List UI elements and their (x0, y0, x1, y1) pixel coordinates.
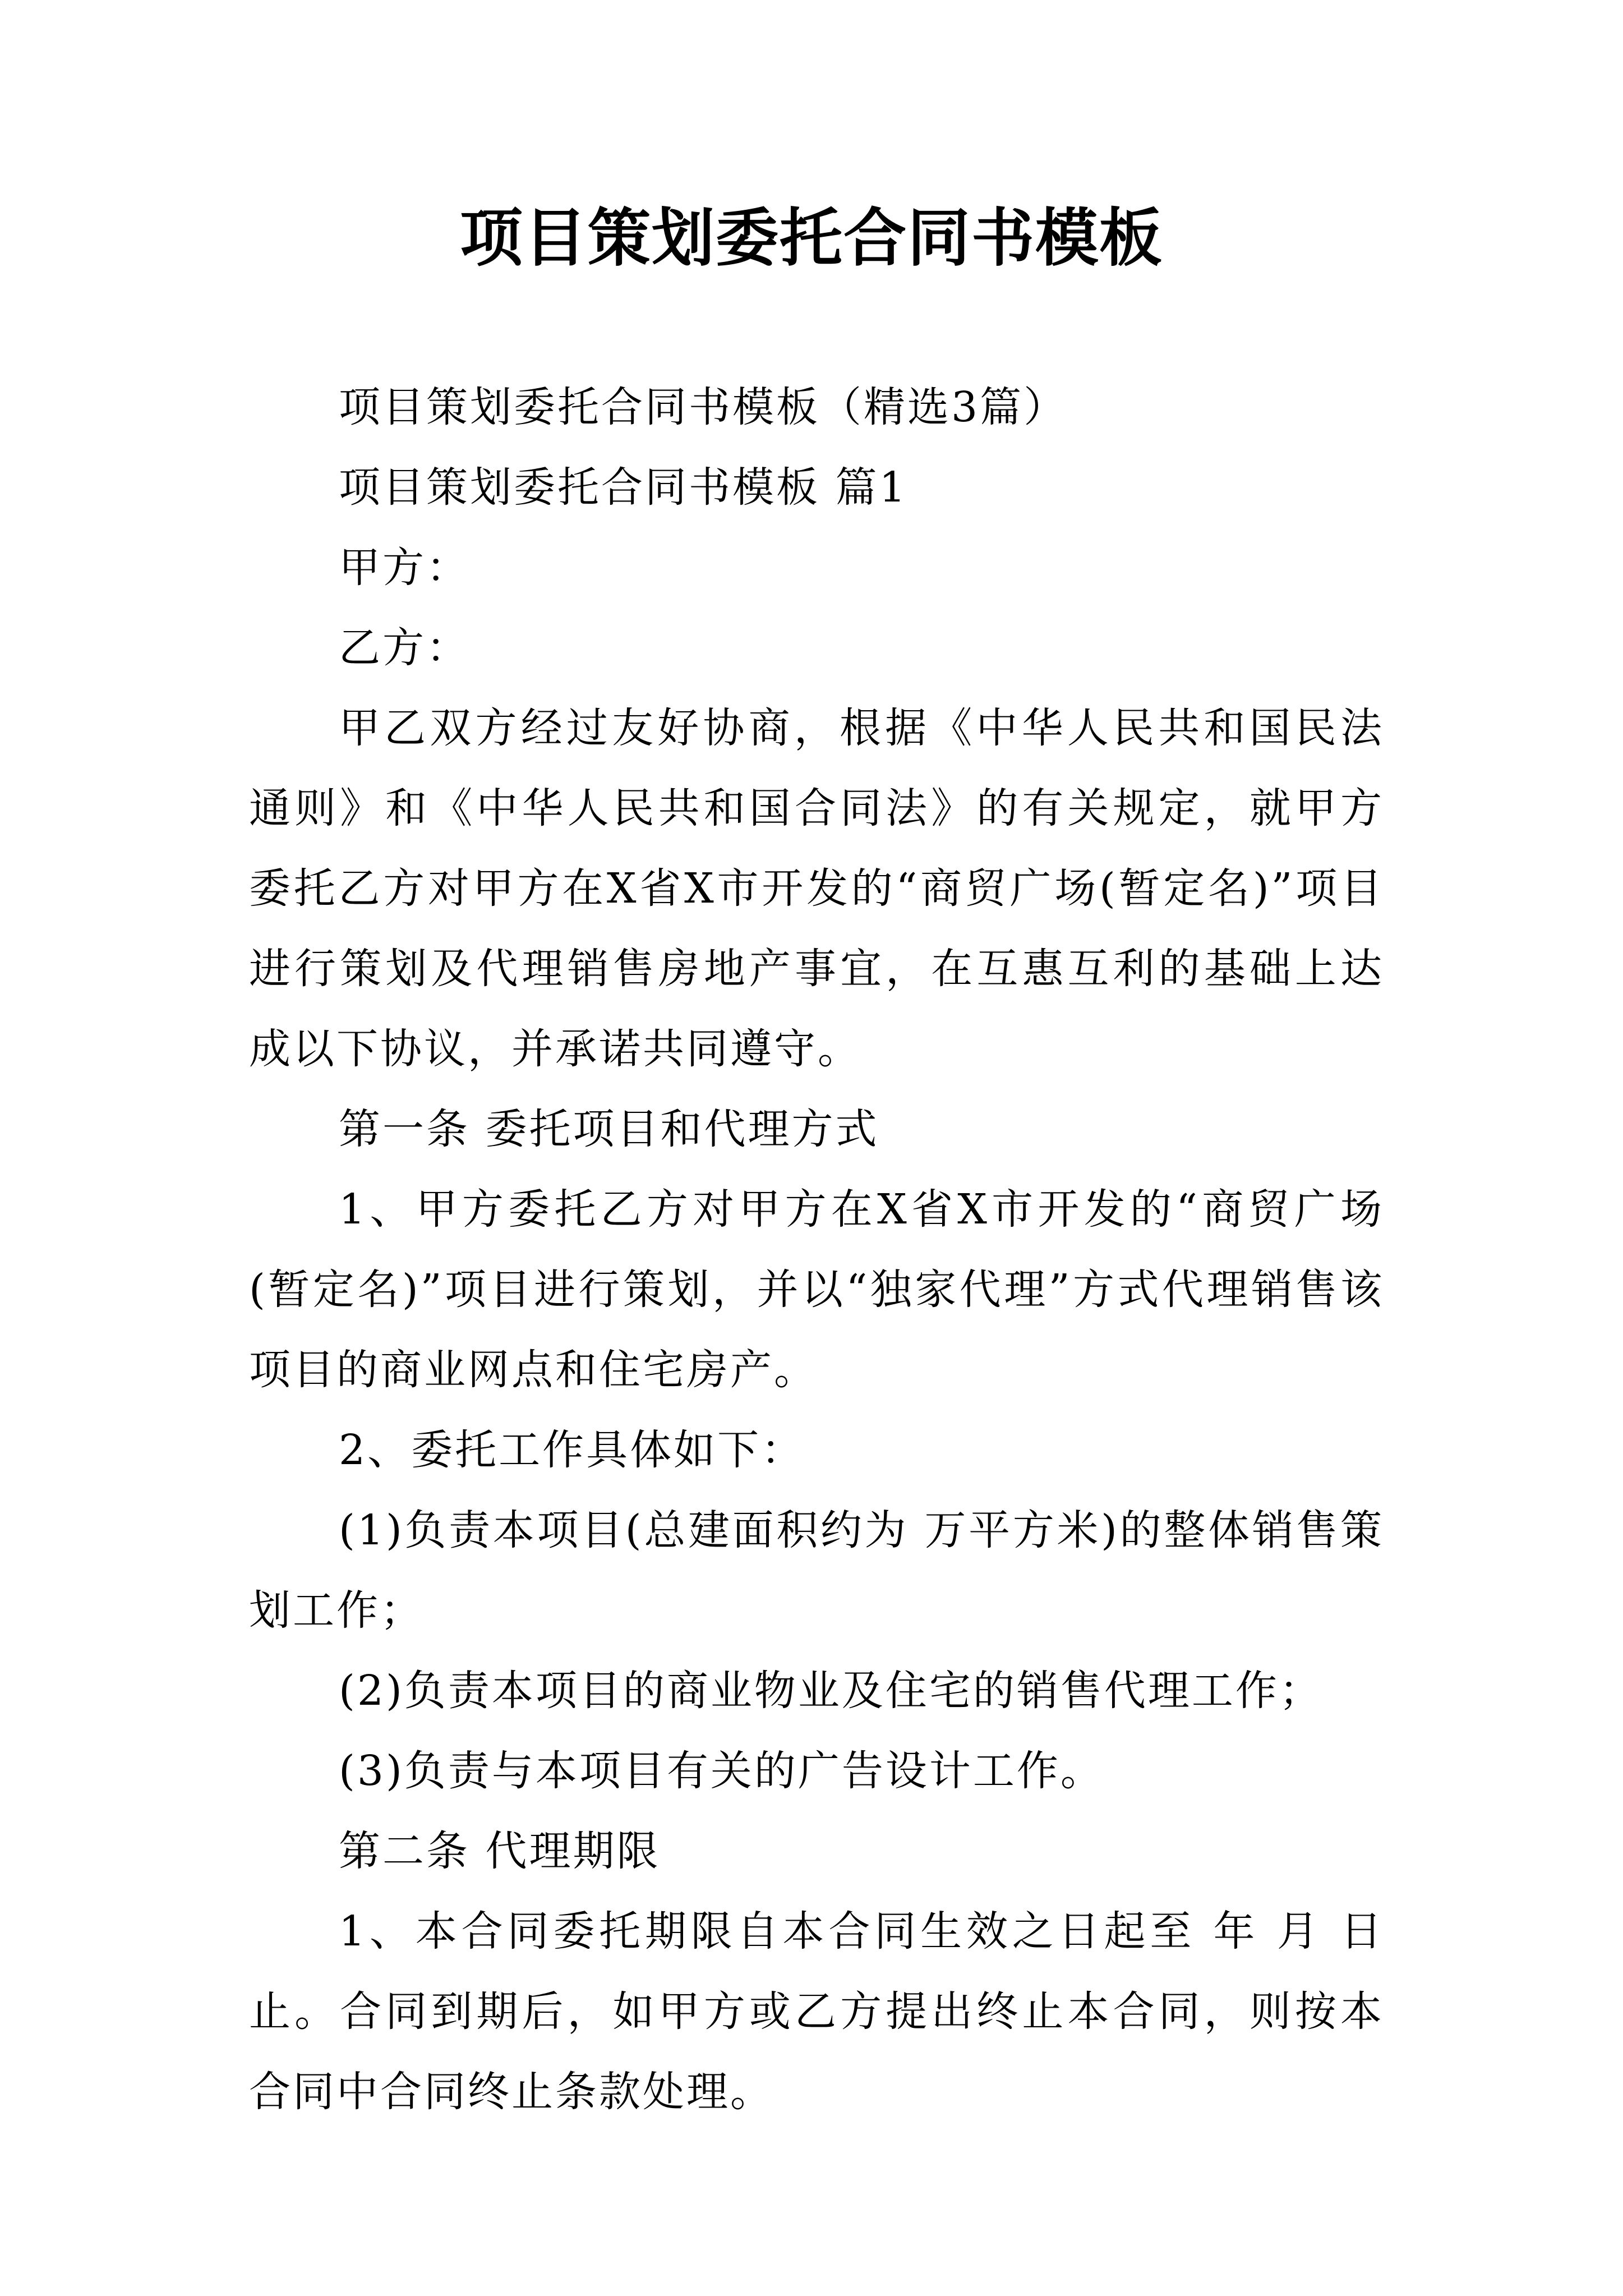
paragraph-preamble: 甲乙双方经过友好协商，根据《中华人民共和国民法通则》和《中华人民共和国合同法》的有关规定，就甲方委托乙方对甲方在X省X市开发的“商贸广场(暂定名)”项目进行策划及代理销售房地产事宜，在互惠互利的基础上达成以下协议，并承诺共同遵守。 (249, 704, 1384, 1073)
paragraph-subtitle: 项目策划委托合同书模板（精选3篇） (339, 383, 1068, 431)
paragraph-work-item-1: (1)负责本项目(总建面积约为 万平方米)的整体销售策划工作； (249, 1506, 1384, 1635)
paragraph-work-item-3: (3)负责与本项目有关的广告设计工作。 (339, 1747, 1104, 1795)
paragraph-article-2-heading: 第二条 代理期限 (339, 1827, 661, 1875)
paragraph-party-b: 乙方： (339, 624, 470, 672)
paragraph-article-2-item-1: 1、本合同委托期限自本合同生效之日起至 年 月 日止。合同到期后，如甲方或乙方提出终止本合同，则按本合同中合同终止条款处理。 (249, 1907, 1384, 2116)
paragraph-article-1-item-2: 2、委托工作具体如下： (339, 1426, 805, 1474)
paragraph-section-heading: 项目策划委托合同书模板 篇1 (339, 463, 908, 512)
paragraph-article-1-item-1: 1、甲方委托乙方对甲方在X省X市开发的“商贸广场(暂定名)”项目进行策划，并以“独家代理”方式代理销售该项目的商业网点和住宅房产。 (249, 1185, 1384, 1394)
paragraph-article-1-heading: 第一条 委托项目和代理方式 (339, 1105, 879, 1153)
document-body (249, 367, 1384, 2132)
paragraph-party-a: 甲方： (339, 544, 470, 592)
document-title: 项目策划委托合同书模板 (460, 201, 1163, 275)
paragraph-work-item-2: (2)负责本项目的商业物业及住宅的销售代理工作； (339, 1667, 1323, 1715)
